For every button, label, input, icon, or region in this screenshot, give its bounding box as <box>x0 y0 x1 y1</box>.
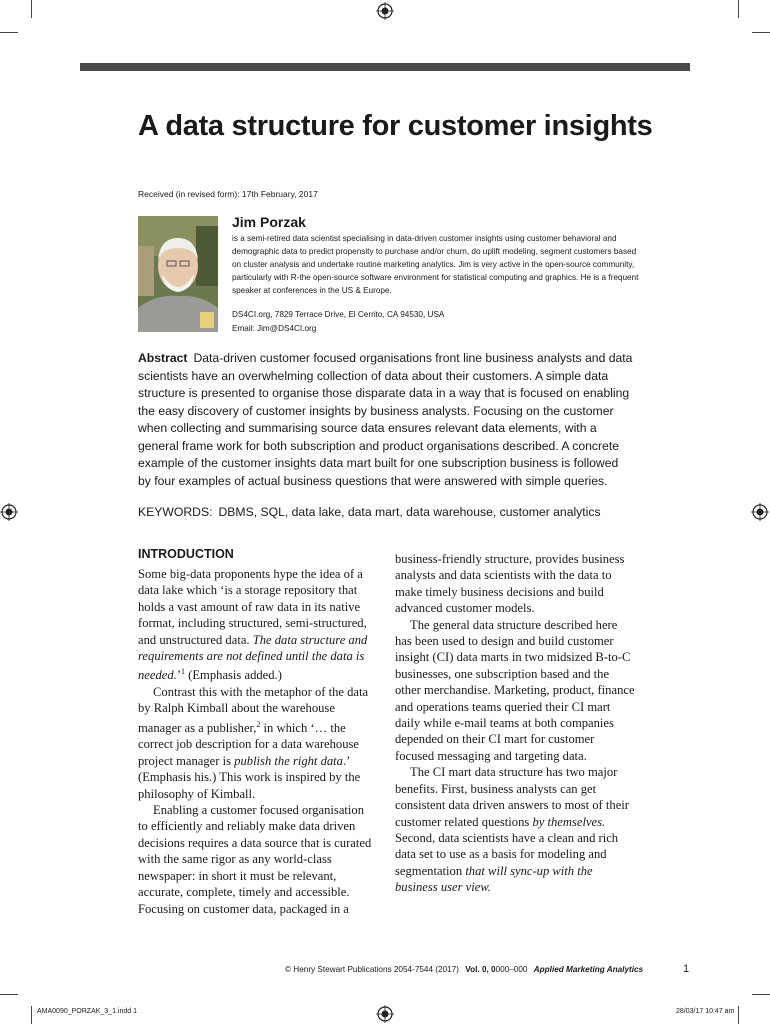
emphasis: that will sync-up with the business user view. <box>395 863 593 895</box>
author-bio: is a semi-retired data scientist specialising in data-driven customer insights using customer behavioral and demographic data to predict propensity to purchase and/or churn, do uplift modeling, segment customers based on cluster analysis and undertake routine marketing analytics. Jim is very active in the open-source community, particularly with R-the open-source software environment for statistical computing and graphics. He is a frequent speaker at conferences in the US & Europe. <box>232 234 639 295</box>
text-run: Second, data scientists have a clean and rich data set to use as a basis for modeling and segmentation <box>395 830 619 878</box>
text-run: in which ‘… the correct job description for a data warehouse project manager is <box>138 721 359 768</box>
abstract-text: Data-driven customer focused organisations front line business analysts and data scientists have an overwhelming collection of data about their customers. A simple data structure is presented to organise those disparate data in a way that is focused on enabling the easy discovery of customer insights by business analysts. Focusing on the customer when collecting and summarising source data ensures relevant data elements, with a general frame work for both subscription and product organisations described. A concrete example of the customer insights data mart built for one subscription business is followed by four examples of actual business questions that were answered with simple queries. <box>138 351 633 488</box>
section-heading: INTRODUCTION <box>138 547 234 561</box>
paragraph: The general data structure described here has been used to design and build customer insight (CI) data marts in two midsized B-to-C businesses, one subscription based and the other merchandise. Marketing, product, finance and operations teams queried their CI mart daily while e-mail teams at both companies depended on their CI mart for customer focused messaging and targeting data. <box>395 617 635 763</box>
emphasis: The data structure and requirements are not defined until the data is needed. <box>138 632 368 683</box>
text-run: .’ (Emphasis his.) This work is inspired by the philosophy of Kimball. <box>138 753 361 801</box>
author-photo <box>138 216 218 332</box>
crop-mark <box>31 1006 32 1024</box>
keywords-text: DBMS, SQL, data lake, data mart, data warehouse, customer analytics <box>218 505 601 519</box>
crop-mark <box>738 0 739 18</box>
registration-mark-icon <box>0 503 18 521</box>
registration-mark-icon <box>751 503 769 521</box>
paragraph: Enabling a customer focused organisation to efficiently and reliably make data driven decisions requires a data source that is curated with the same rigor as any world-class newspaper: in short it must be relevant, accurate, complete, timely and accessible. Focusing on customer data, packaged in a <box>138 803 372 916</box>
print-timestamp: 28/03/17 10:47 am <box>676 1008 735 1015</box>
journal-name: Applied Marketing Analytics <box>533 965 644 974</box>
registration-mark-icon <box>376 1005 394 1023</box>
footnote-ref: 1 <box>181 667 186 677</box>
text-run: (Emphasis added.) <box>185 668 282 683</box>
paragraph <box>395 764 635 895</box>
crop-mark <box>0 994 18 995</box>
registration-mark-icon <box>376 2 394 20</box>
author-email: Email: Jim@DS4CI.org <box>232 324 317 333</box>
keywords-label: KEYWORDS: <box>138 505 213 519</box>
header-rule <box>80 63 690 71</box>
footnote-ref: 2 <box>256 719 261 729</box>
body-column-left <box>138 566 376 917</box>
crop-mark <box>752 994 770 995</box>
author-name: Jim Porzak <box>232 214 306 230</box>
abstract <box>138 350 633 490</box>
paragraph: business-friendly structure, provides business analysts and data scientists with the data to make timely business decisions and build advanced customer models. <box>395 552 625 616</box>
paragraph <box>138 566 376 684</box>
body-column-right <box>395 551 635 896</box>
crop-mark <box>752 32 770 33</box>
article-title: A data structure for customer insights <box>138 110 653 142</box>
abstract-label: Abstract <box>138 351 188 365</box>
paragraph <box>138 684 376 802</box>
text-run: ’ <box>176 668 182 683</box>
page-number: 1 <box>683 963 690 975</box>
received-date: Received (in revised form): 17th February, 2017 <box>138 189 318 199</box>
keywords <box>138 505 638 519</box>
copyright: © Henry Stewart Publications 2054-7544 (2017) <box>285 965 459 974</box>
crop-mark <box>31 0 32 18</box>
crop-mark <box>738 1006 739 1024</box>
pages: 000–000 <box>495 965 528 974</box>
crop-mark <box>0 32 18 33</box>
emphasis: publish the right data <box>234 753 343 768</box>
emphasis: by themselves. <box>532 814 606 829</box>
text-run: Some big-data proponents hype the idea of a data lake which ‘is a storage repository that holds a vast amount of raw data in its native format, including structured, semi-structured, and unstructured data. <box>138 567 367 647</box>
author-address: DS4CI.org, 7829 Terrace Drive, El Cerrito, CA 94530, USA <box>232 310 445 319</box>
volume: Vol. 0, 0 <box>465 965 496 974</box>
file-slug: AMA0090_PORZAK_3_1.indd 1 <box>37 1008 138 1015</box>
text-run: Contrast this with the metaphor of the data by Ralph Kimball about the warehouse manager as a publisher, <box>138 685 369 736</box>
page-footer <box>285 965 643 974</box>
text-run: The CI mart data structure has two major benefits. First, business analysts can get consistent data driven answers to most of their customer related questions <box>395 765 629 829</box>
